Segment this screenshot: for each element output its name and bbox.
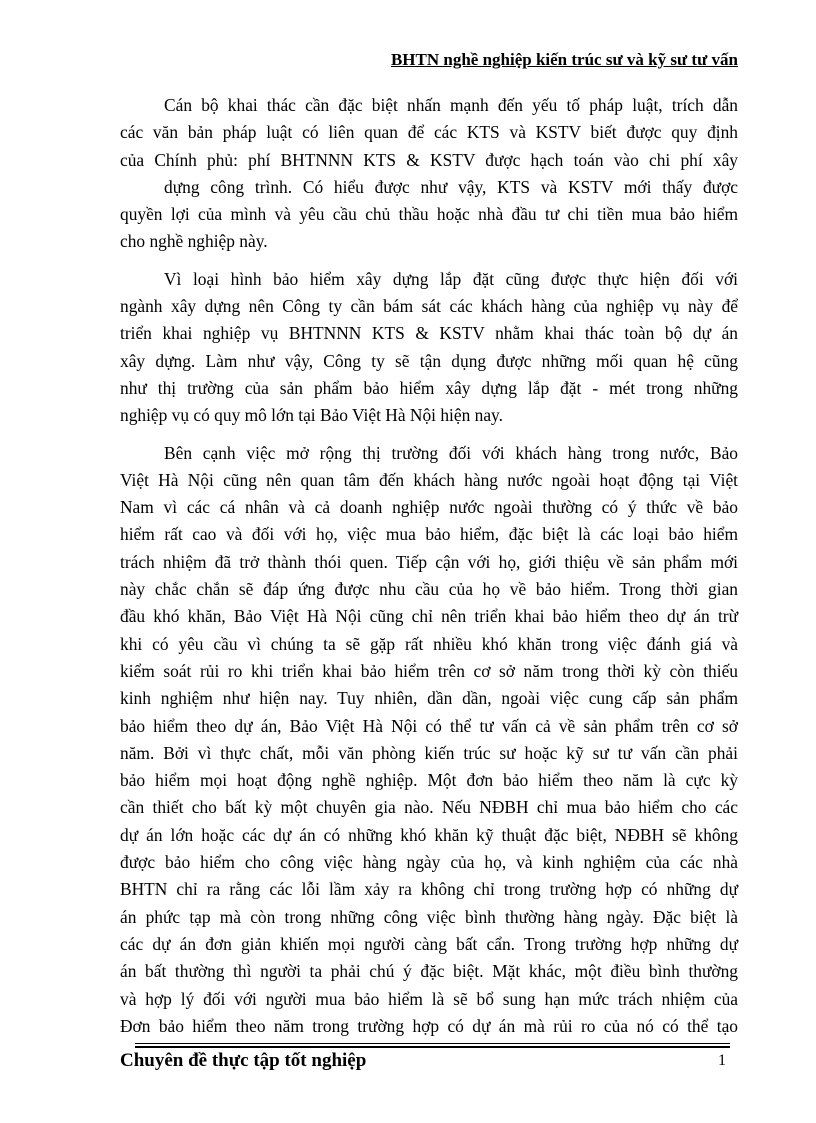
document-body	[120, 92, 738, 1050]
text-line: Đơn bảo hiểm theo năm trong trường hợp có dự án mà rủi ro của nó có thể tạo	[120, 1015, 738, 1036]
text-line: dự án lớn hoặc các dự án có những khó khăn kỹ thuật đặc biệt, NĐBH sẽ không	[120, 824, 738, 845]
text-line: trách nhiệm đã trở thành thói quen. Tiếp cận với họ, giới thiệu về sản phẩm mới	[120, 551, 738, 572]
text-line: các văn bản pháp luật có liên quan để các KTS và KSTV biết được quy định	[120, 122, 738, 143]
text-line: như thị trường của sản phẩm bảo hiểm xây dựng lắp đặt - mét trong những	[120, 377, 738, 398]
text-line: bảo hiểm theo dự án, Bảo Việt Hà Nội có thể tư vấn cả về sản phẩm trên cơ sở	[120, 715, 738, 736]
text-line: các dự án đơn giản khiến mọi người càng bất cẩn. Trong trường hợp những dự	[120, 933, 738, 954]
footer-divider-thick	[135, 1046, 730, 1048]
text-line: án bất thường thì người ta phải chú ý đặc biệt. Mặt khác, một điều bình thường	[120, 961, 738, 982]
paragraph	[120, 266, 738, 430]
text-line: khi có yêu cầu vì chúng ta sẽ gặp rất nhiều khó khăn trong việc đánh giá và	[120, 633, 738, 654]
text-line: đầu khó khăn, Bảo Việt Hà Nội cũng chỉ nên triển khai bảo hiểm theo dự án trừ	[120, 606, 738, 627]
running-header: BHTN nghề nghiệp kiến trúc sư và kỹ sư tư vấn	[390, 50, 738, 69]
text-line: dựng công trình. Có hiểu được như vậy, KTS và KSTV mới thấy được	[164, 176, 738, 197]
text-line: Cán bộ khai thác cần đặc biệt nhấn mạnh đến yếu tố pháp luật, trích dẫn	[164, 95, 738, 115]
text-line: Nam vì các cá nhân và cả doanh nghiệp nước ngoài thường có ý thức về bảo	[120, 497, 738, 518]
text-line: BHTN chỉ ra rằng các lỗi lầm xảy ra không chỉ trong trường hợp có những dự	[120, 879, 738, 900]
paragraph	[120, 440, 738, 1041]
text-line: xây dựng. Làm như vậy, Công ty sẽ tận dụng được những mối quan hệ cũng	[120, 350, 738, 371]
text-line: cần thiết cho bất kỳ một chuyên gia nào. Nếu NĐBH chỉ mua bảo hiểm cho các	[120, 797, 738, 818]
text-line: kinh nghiệm như hiện nay. Tuy nhiên, dần dần, ngoài việc cung cấp sản phẩm	[120, 688, 738, 709]
text-line: triển khai nghiệp vụ BHTNNN KTS & KSTV nhằm khai thác toàn bộ dự án	[120, 323, 738, 344]
text-line: ngành xây dựng nên Công ty cần bám sát các khách hàng của nghiệp vụ này để	[120, 296, 738, 317]
text-line: và hợp lý đối với người mua bảo hiểm là sẽ bổ sung hạn mức trách nhiệm của	[120, 988, 738, 1009]
text-line: cho nghề nghiệp này.	[120, 231, 268, 252]
text-line: này chắc chắn sẽ đáp ứng được nhu cầu của họ về bảo hiểm. Trong thời gian	[120, 579, 738, 600]
footer-title: Chuyên đề thực tập tốt nghiệp	[120, 1050, 367, 1071]
text-line: bảo hiểm mọi hoạt động nghề nghiệp. Một đơn bảo hiểm theo năm là cực kỳ	[120, 770, 738, 791]
text-line: năm. Bởi vì thực chất, mỗi văn phòng kiến trúc sư hoặc kỹ sư tư vấn cần phải	[120, 742, 738, 763]
text-line: được bảo hiểm cho công việc hàng ngày của họ, và kinh nghiệm của các nhà	[120, 852, 738, 873]
text-line: án phức tạp mà còn trong những công việc bình thường hàng ngày. Đặc biệt là	[120, 906, 738, 927]
text-line: quyền lợi của mình và yêu cầu chủ thầu hoặc nhà đầu tư chi tiền mua bảo hiểm	[120, 204, 738, 225]
paragraph	[120, 92, 738, 256]
text-line: Bên cạnh việc mở rộng thị trường đối với khách hàng trong nước, Bảo	[164, 442, 738, 463]
footer-divider	[135, 1043, 730, 1044]
page-number: 1	[718, 1052, 726, 1069]
text-line: nghiệp vụ có quy mô lớn tại Bảo Việt Hà Nội hiện nay.	[120, 405, 503, 426]
text-line: Vì loại hình bảo hiểm xây dựng lắp đặt cũng được thực hiện đối với	[164, 268, 738, 289]
text-line: của Chính phủ: phí BHTNNN KTS & KSTV được hạch toán vào chi phí xây	[120, 149, 738, 170]
text-line: Việt Hà Nội cũng nên quan tâm đến khách hàng nước ngoài hoạt động tại Việt	[120, 469, 738, 490]
text-line: hiểm rất cao và đối với họ, việc mua bảo hiểm, đặc biệt là các loại bảo hiểm	[120, 524, 738, 545]
text-line: kiểm soát rủi ro khi triển khai bảo hiểm trên cơ sở năm trong thời kỳ còn thiếu	[120, 660, 738, 681]
